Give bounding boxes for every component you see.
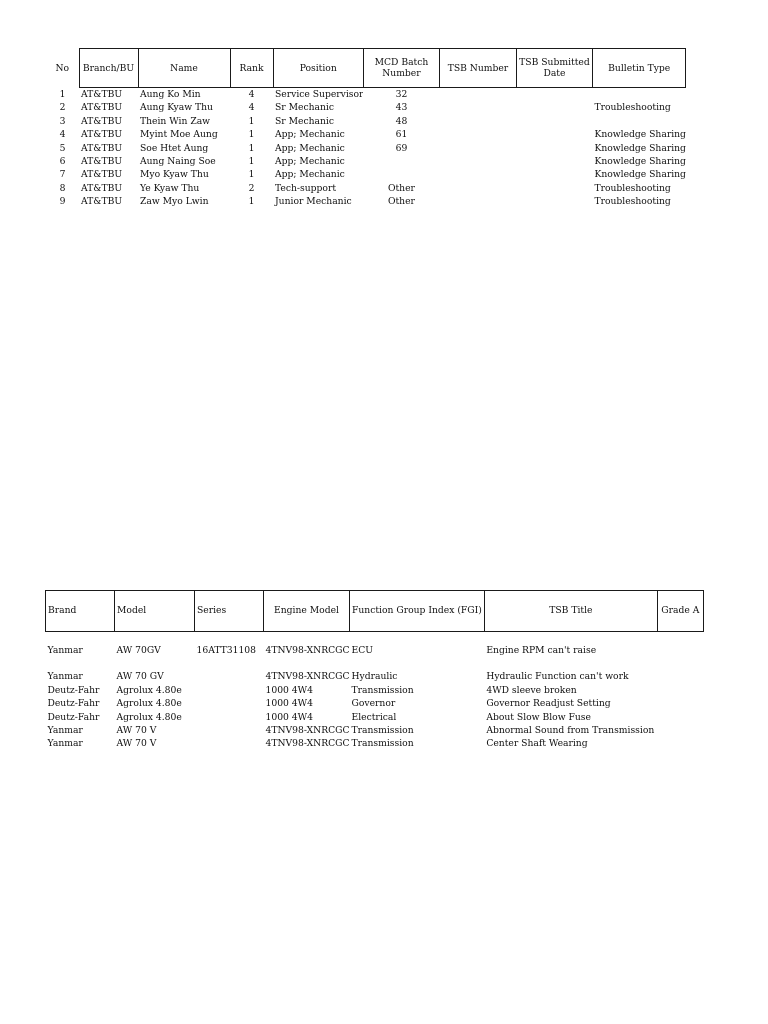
tsb-title-cell: Hydraulic Function can't work	[486, 671, 629, 683]
members-body	[46, 88, 686, 209]
tsb-header-row	[46, 591, 704, 632]
branch-cell: AT&TBU	[81, 156, 123, 168]
no-cell: 9	[59, 196, 66, 208]
engine-model-cell: 1000 4W4	[265, 711, 313, 723]
name-cell: Aung Ko Min	[140, 89, 201, 100]
table-row	[46, 195, 686, 208]
header-tsb-number: TSB Number	[439, 49, 516, 88]
table-row	[46, 724, 704, 737]
rank-cell: 1	[248, 156, 255, 168]
engine-model-cell: 1000 4W4	[265, 684, 313, 696]
table-row	[46, 670, 704, 683]
no-cell: 3	[59, 115, 66, 127]
table-row	[46, 115, 686, 128]
fgi-cell: Hydraulic	[351, 671, 398, 683]
model-cell: Agrolux 4.80e	[116, 698, 182, 710]
branch-cell: AT&TBU	[81, 115, 123, 127]
no-cell: 2	[59, 102, 66, 114]
tsb-submitted-cell	[516, 101, 592, 114]
tsb-submitted-cell	[516, 195, 592, 208]
tsb-submitted-cell	[516, 88, 592, 102]
tsb-title-cell: Abnormal Sound from Transmission	[486, 725, 655, 737]
table-row	[46, 88, 686, 102]
members-header-row	[46, 49, 686, 88]
mcd-batch-cell: 43	[395, 102, 408, 114]
no-cell: 6	[59, 156, 66, 168]
mcd-batch-cell: 48	[395, 115, 408, 127]
no-cell: 7	[59, 169, 66, 181]
name-cell: Aung Naing Soe	[140, 156, 216, 168]
bulletin-type-cell	[592, 88, 686, 102]
engine-model-cell: 1000 4W4	[265, 698, 313, 710]
branch-cell: AT&TBU	[81, 196, 123, 208]
series-cell	[195, 711, 264, 724]
table-row	[46, 101, 686, 114]
table-row	[46, 168, 686, 181]
grade-cell	[657, 724, 703, 737]
table-row	[46, 697, 704, 710]
table-row	[46, 182, 686, 195]
bulletin-type-cell	[592, 115, 686, 128]
mcd-batch-cell: 69	[395, 142, 408, 154]
header-series: Series	[195, 591, 264, 632]
series-cell	[195, 697, 264, 710]
table-row	[46, 632, 704, 671]
name-cell: Myo Kyaw Thu	[140, 169, 209, 181]
header-position: Position	[273, 49, 363, 88]
header-rank: Rank	[230, 49, 273, 88]
tsb-submitted-cell	[516, 155, 592, 168]
branch-cell: AT&TBU	[81, 102, 123, 114]
bulletin-type-cell: Troubleshooting	[594, 182, 671, 194]
grade-cell	[657, 711, 703, 724]
brand-cell: Yanmar	[47, 671, 83, 683]
model-cell: AW 70 V	[116, 738, 157, 750]
bulletin-type-cell: Troubleshooting	[594, 102, 671, 114]
no-cell: 4	[59, 129, 66, 141]
engine-model-cell: 4TNV98-XNRCGC	[265, 645, 350, 656]
mcd-batch-cell: 32	[395, 89, 408, 100]
tsb-body	[46, 632, 704, 751]
fgi-cell: Transmission	[351, 684, 414, 696]
brand-cell: Yanmar	[47, 645, 83, 656]
tsb-title-cell: Governor Readjust Setting	[486, 698, 611, 710]
position-cell: Junior Mechanic	[275, 196, 352, 208]
table-row	[46, 155, 686, 168]
table-row	[46, 128, 686, 141]
model-cell: Agrolux 4.80e	[116, 711, 182, 723]
series-cell	[195, 737, 264, 750]
rank-cell: 2	[248, 182, 255, 194]
mcd-batch-cell	[363, 168, 439, 181]
model-cell: AW 70GV	[116, 645, 161, 656]
bulletin-type-cell: Troubleshooting	[594, 196, 671, 208]
series-cell	[195, 724, 264, 737]
branch-cell: AT&TBU	[81, 129, 123, 141]
table-row	[46, 711, 704, 724]
fgi-cell: Governor	[351, 698, 396, 710]
brand-cell: Deutz-Fahr	[47, 698, 100, 710]
brand-cell: Deutz-Fahr	[47, 684, 100, 696]
table-row	[46, 684, 704, 697]
branch-cell: AT&TBU	[81, 182, 123, 194]
name-cell: Zaw Myo Lwin	[140, 196, 209, 208]
name-cell: Myint Moe Aung	[140, 129, 218, 141]
grade-cell	[657, 670, 703, 683]
position-cell: App; Mechanic	[275, 142, 345, 154]
tsb-title-cell: About Slow Blow Fuse	[486, 711, 591, 723]
tsb-number-cell	[439, 168, 516, 181]
position-cell: App; Mechanic	[275, 169, 345, 181]
no-cell: 5	[59, 142, 66, 154]
members-table	[46, 48, 686, 209]
name-cell: Ye Kyaw Thu	[140, 182, 200, 194]
position-cell: App; Mechanic	[275, 156, 345, 168]
header-name: Name	[138, 49, 230, 88]
tsb-title-cell: Center Shaft Wearing	[486, 738, 588, 750]
grade-cell	[657, 632, 703, 671]
series-cell	[195, 684, 264, 697]
tsb-number-cell	[439, 88, 516, 102]
rank-cell: 1	[248, 196, 255, 208]
brand-cell: Yanmar	[47, 738, 83, 750]
branch-cell: AT&TBU	[81, 142, 123, 154]
header-brand: Brand	[46, 591, 115, 632]
mcd-batch-cell: 61	[395, 129, 408, 141]
grade-cell	[657, 684, 703, 697]
fgi-cell: Transmission	[351, 725, 414, 737]
table-row	[46, 142, 686, 155]
header-tsb-submitted: TSB Submitted Date	[516, 49, 592, 88]
tsb-submitted-cell	[516, 142, 592, 155]
mcd-batch-cell: Other	[387, 182, 415, 194]
position-cell: Sr Mechanic	[275, 102, 334, 114]
series-cell: 16ATT31108	[196, 645, 256, 656]
tsb-title-cell: 4WD sleeve broken	[486, 684, 577, 696]
bulletin-type-cell: Knowledge Sharing	[594, 169, 686, 181]
header-bulletin-type: Bulletin Type	[592, 49, 686, 88]
position-cell: Service Supervisor	[275, 89, 364, 100]
fgi-cell: ECU	[351, 645, 373, 656]
tsb-number-cell	[439, 115, 516, 128]
header-mcd-batch: MCD Batch Number	[363, 49, 439, 88]
header-tsb-title: TSB Title	[484, 591, 657, 632]
header-branch: Branch/BU	[79, 49, 138, 88]
rank-cell: 1	[248, 115, 255, 127]
model-cell: AW 70 V	[116, 725, 157, 737]
rank-cell: 4	[248, 102, 255, 114]
position-cell: Sr Mechanic	[275, 115, 334, 127]
mcd-batch-cell: Other	[387, 196, 415, 208]
model-cell: Agrolux 4.80e	[116, 684, 182, 696]
tsb-submitted-cell	[516, 115, 592, 128]
header-engine-model: Engine Model	[264, 591, 350, 632]
header-fgi: Function Group Index (FGI)	[350, 591, 485, 632]
series-cell	[195, 670, 264, 683]
name-cell: Aung Kyaw Thu	[140, 102, 213, 114]
rank-cell: 4	[248, 89, 255, 100]
position-cell: Tech-support	[275, 182, 337, 194]
rank-cell: 1	[248, 129, 255, 141]
bulletin-type-cell: Knowledge Sharing	[594, 156, 686, 168]
tsb-number-cell	[439, 195, 516, 208]
table-row	[46, 737, 704, 750]
rank-cell: 1	[248, 169, 255, 181]
tsb-number-cell	[439, 101, 516, 114]
branch-cell: AT&TBU	[81, 89, 123, 100]
tsb-number-cell	[439, 142, 516, 155]
header-model: Model	[115, 591, 195, 632]
engine-model-cell: 4TNV98-XNRCGC	[265, 671, 350, 683]
no-cell: 1	[59, 88, 66, 100]
mcd-batch-cell	[363, 155, 439, 168]
name-cell: Thein Win Zaw	[140, 115, 211, 127]
engine-model-cell: 4TNV98-XNRCGC	[265, 738, 350, 750]
brand-cell: Yanmar	[47, 725, 83, 737]
no-cell: 8	[59, 182, 66, 194]
brand-cell: Deutz-Fahr	[47, 711, 100, 723]
tsb-number-cell	[439, 128, 516, 141]
tsb-submitted-cell	[516, 168, 592, 181]
fgi-cell: Transmission	[351, 738, 414, 750]
grade-cell	[657, 737, 703, 750]
bulletin-type-cell: Knowledge Sharing	[594, 129, 686, 141]
bulletin-type-cell: Knowledge Sharing	[594, 142, 686, 154]
header-no: No	[55, 62, 70, 74]
position-cell: App; Mechanic	[275, 129, 345, 141]
model-cell: AW 70 GV	[116, 671, 164, 683]
grade-cell	[657, 697, 703, 710]
tsb-submitted-cell	[516, 128, 592, 141]
tsb-table	[45, 590, 704, 751]
engine-model-cell: 4TNV98-XNRCGC	[265, 725, 350, 737]
tsb-submitted-cell	[516, 182, 592, 195]
tsb-title-cell: Engine RPM can't raise	[486, 645, 597, 656]
tsb-number-cell	[439, 155, 516, 168]
rank-cell: 1	[248, 142, 255, 154]
tsb-number-cell	[439, 182, 516, 195]
fgi-cell: Electrical	[351, 711, 397, 723]
name-cell: Soe Htet Aung	[140, 142, 209, 154]
header-grade: Grade A	[657, 591, 703, 632]
branch-cell: AT&TBU	[81, 169, 123, 181]
